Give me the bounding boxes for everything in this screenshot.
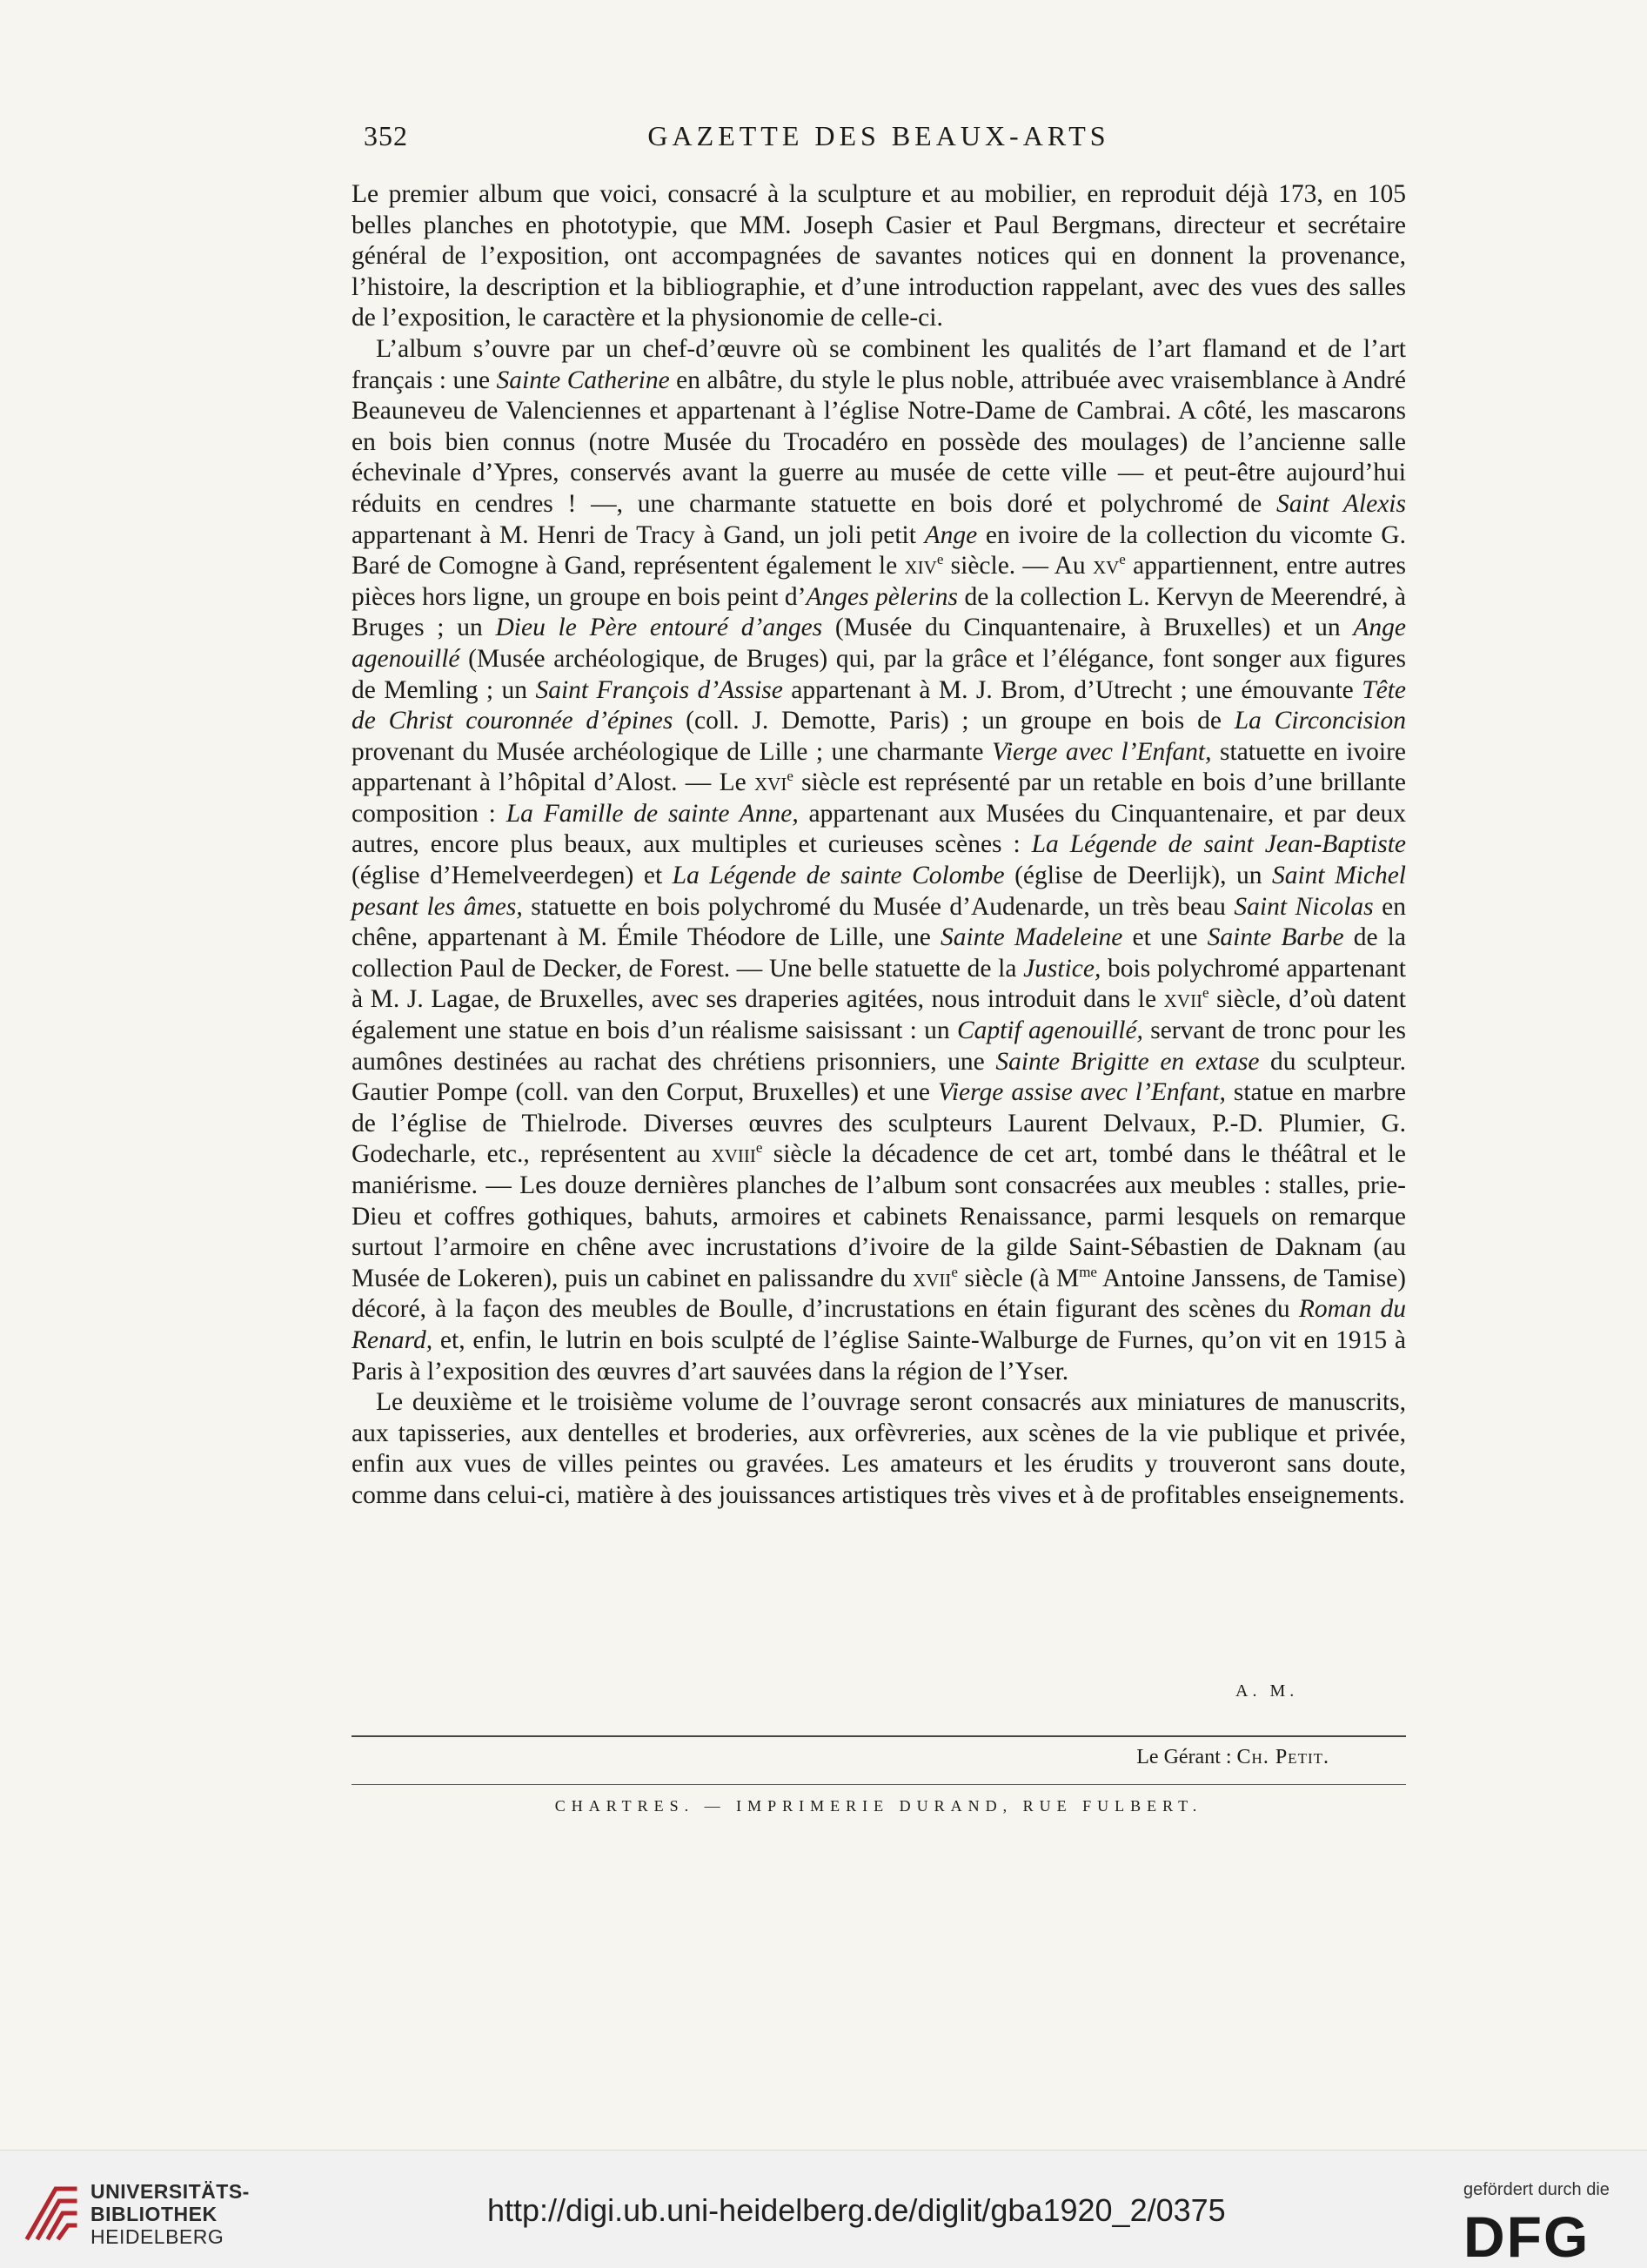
artwork-title: Sainte Madeleine [941, 923, 1123, 952]
dfg-logo-icon [1463, 2208, 1634, 2262]
text-run: statuette en ivoire appartenant à l’hôpital d’Alost. — Le [351, 737, 1407, 797]
artwork-title: La Légende de sainte Colombe [672, 862, 1005, 890]
library-name-line: UNIVERSITÄTS- [90, 2180, 250, 2203]
gerant-name: Ch. Petit. [1236, 1746, 1329, 1768]
artwork-title: Saint Michel pesant les âmes, [351, 862, 1407, 921]
superscript: e [951, 1263, 958, 1280]
superscript: me [1079, 1263, 1097, 1280]
artwork-title: Saint Nicolas [1234, 892, 1374, 921]
artwork-title: Saint François d’Assise [535, 675, 783, 704]
page-number: 352 [364, 120, 408, 151]
text-run: statue en marbre de l’église de Thielrode. Diverses œuvres des sculpteurs Laurent Delvaux, P.-D. Plumier, G. Godecharle, etc., représentent au [351, 1078, 1406, 1169]
text-run: du sculpteur. Gautier Pompe (coll. van den Corput, Bruxelles) et une [351, 1047, 1406, 1107]
article-body [351, 179, 1406, 1512]
text-run: de la collection Paul de Decker, de Forest. — Une belle statuette de la [351, 923, 1406, 983]
text-run: appartenant à M. J. Brom, d’Utrecht ; une émouvante [782, 675, 1362, 704]
artwork-title: Ange [924, 520, 978, 549]
artwork-title: Sainte Brigitte en extase [995, 1047, 1260, 1076]
century-numeral: xv [1092, 552, 1120, 580]
library-name-line: HEIDELBERG [90, 2225, 224, 2248]
text-run: L’album s’ouvre par un chef-d’œuvre où se combinent les qualités de l’art flamand et de l’art français : une [351, 334, 1406, 394]
paragraph-2 [351, 334, 1406, 1387]
text-run: en ivoire de la collection du vicomte G. Baré de Comogne à Gand, représentent également le [351, 520, 1406, 580]
text-run: servant de tronc pour les aumônes destinées au rachat des chrétiens prisonniers, une [351, 1017, 1406, 1076]
artwork-title: Justice, [1023, 954, 1101, 983]
text-run: bois polychromé appartenant à M. J. Lagae, de Bruxelles, avec ses draperies agitées, nous introduit dans le [351, 954, 1406, 1014]
artwork-title: Anges pèlerins [806, 582, 959, 611]
printer-line: CHARTRES. — IMPRIMERIE DURAND, RUE FULBERT. [554, 1797, 1203, 1815]
text-run: appartiennent, entre autres pièces hors ligne, un groupe en bois peint d’ [351, 552, 1406, 611]
text-run: Antoine Janssens, de Tamise) décoré, à la façon des meubles de Boulle, d’incrustations en étain figurant des scènes du [351, 1264, 1406, 1324]
text-run: (Musée archéologique, de Bruges) qui, par la grâce et l’élégance, font songer aux figures de Memling ; un [351, 644, 1406, 704]
library-name-line: BIBLIOTHEK [90, 2203, 218, 2225]
dfg-logo-text: DFG [1463, 2208, 1590, 2262]
text-run: statuette en bois polychromé du Musée d’Audenarde, un très beau [522, 892, 1235, 921]
superscript: e [787, 768, 793, 785]
text-run: de la collection L. Kervyn de Meerendré, à Bruges ; un [351, 582, 1406, 642]
text-run: provenant du Musée archéologique de Lille ; une charmante [351, 737, 993, 766]
artwork-title: Vierge assise avec l’Enfant, [937, 1078, 1226, 1107]
artwork-title: Dieu le Père entouré d’anges [495, 614, 823, 642]
running-head [351, 120, 1406, 155]
artwork-title: Vierge avec l’Enfant, [992, 737, 1212, 766]
text-run: (église de Deerlijk), un [1004, 862, 1272, 890]
text-run: (Musée du Cinquantenaire, à Bruxelles) et un [822, 614, 1354, 642]
text-run: appartenant aux Musées du Cinquantenaire, et par deux autres, encore plus beaux, aux multiples et curieuses scènes : [351, 799, 1406, 859]
divider [351, 1735, 1406, 1737]
text-run: siècle est représenté par un retable en bois d’une brillante composition : [351, 768, 1406, 828]
century-numeral: xvii [1163, 985, 1202, 1014]
century-numeral: xvii [912, 1264, 952, 1292]
text-run: siècle. — Au [943, 552, 1093, 580]
century-numeral: xiv [904, 552, 937, 580]
artwork-title: La Circoncision [1234, 707, 1406, 735]
artwork-title: Sainte Barbe [1207, 923, 1344, 952]
artwork-title: Roman du Renard, [351, 1295, 1407, 1354]
artwork-title: Sainte Catherine [496, 366, 670, 394]
artwork-title: Tête de Christ couronnée d’épines [351, 675, 1406, 735]
text-run: en albâtre, du style le plus noble, attribuée avec vraisemblance à André Beauneveu de Valenciennes et appartenant à l’église Notre-Dame de Cambrai. A côté, les mascarons en bois bien connus (notre Musée du Trocadéro en possède des moulages) de l’ancienne salle échevinale d’Ypres, conservés avant la guerre au musée de cette ville — et peut-être aujourd’hui réduits en cendres ! —, une charmante statuette en bois doré et polychromé de [351, 366, 1406, 518]
artwork-title: La Légende de saint Jean-Baptiste [1031, 830, 1406, 859]
footer-bar [0, 2150, 1647, 2268]
superscript: e [755, 1139, 763, 1157]
funded-by-label: gefördert durch die [1463, 2180, 1610, 2199]
library-name [90, 2180, 250, 2248]
paragraph-1: Le premier album que voici, consacré à la sculpture et au mobilier, en reproduit déjà 173, en 105 belles planches en phototypie, que MM. Joseph Casier et Paul Bergmans, directeur et secrétaire général de l’exposition, ont accompagnées de savantes notices qui en donnent la provenance, l’histoire, la description et la bibliographie, et d’une introduction rappelant, avec des vues des salles de l’exposition, le caractère et la physionomie de celle-ci. [351, 180, 1406, 332]
text-run: en chêne, appartenant à M. Émile Théodore de Lille, une [351, 892, 1406, 952]
text-run: et, enfin, le lutrin en bois sculpté de l’église Sainte-Walburge de Furnes, qu’on vit en 1915 à Paris à l’exposition des œuvres d’art sauvées dans la région de l’Yser. [351, 1325, 1406, 1386]
artwork-title: Saint Alexis [1276, 489, 1406, 518]
text-run: siècle, d’où datent également une statue en bois d’un réalisme saisissant : un [351, 985, 1406, 1045]
superscript: e [1119, 551, 1126, 568]
text-run: siècle (à M [957, 1264, 1080, 1292]
paragraph-3: Le deuxième et le troisième volume de l’ouvrage seront consacrés aux miniatures de manuscrits, aux tapisseries, aux dentelles et broderies, aux orfèvreries, aux scènes de la vie publique et privée, enfin aux vues de villes peintes ou gravées. Les amateurs et les érudits y trouveront sans doute, comme dans celui-ci, matière à des jouissances artistiques très vives et à de profitables enseignements. [351, 1388, 1406, 1509]
journal-title: GAZETTE DES BEAUX-ARTS [647, 120, 1110, 151]
text-run: siècle la décadence de cet art, tombé dans le théâtral et le maniérisme. — Les douze dernières planches de l’album sont consacrées aux meubles : stalles, prie-Dieu et coffres gothiques, bahuts, armoires et cabinets Renaissance, parmi lesquels on remarque surtout l’armoire en chêne avec incrustations d’ivoire de la gilde Saint-Sébastien de Daknam (au Musée de Lokeren), puis un cabinet en palissandre du [351, 1140, 1406, 1292]
text-run: appartenant à M. Henri de Tracy à Gand, un joli petit [351, 520, 925, 549]
gerant-line [870, 1746, 1329, 1769]
text-run: (église d’Hemelveerdegen) et [351, 862, 673, 890]
permalink-url[interactable]: http://digi.ub.uni-heidelberg.de/diglit/gba1920_2/0375 [487, 2192, 1226, 2228]
gerant-label: Le Gérant : [1136, 1746, 1237, 1768]
superscript: e [1202, 984, 1209, 1002]
text-run: (coll. J. Demotte, Paris) ; un groupe en bois de [673, 707, 1235, 735]
divider [351, 1784, 1406, 1785]
century-numeral: xvi [754, 768, 787, 797]
artwork-title: Ange agenouillé [351, 614, 1406, 673]
author-signature: A. M. [1235, 1681, 1299, 1701]
artwork-title: La Famille de sainte Anne, [505, 799, 799, 828]
superscript: e [936, 551, 944, 568]
century-numeral: xviii [711, 1140, 756, 1169]
artwork-title: Captif agenouillé, [956, 1017, 1143, 1045]
text-run: et une [1122, 923, 1208, 952]
library-logo-icon [19, 2177, 82, 2246]
